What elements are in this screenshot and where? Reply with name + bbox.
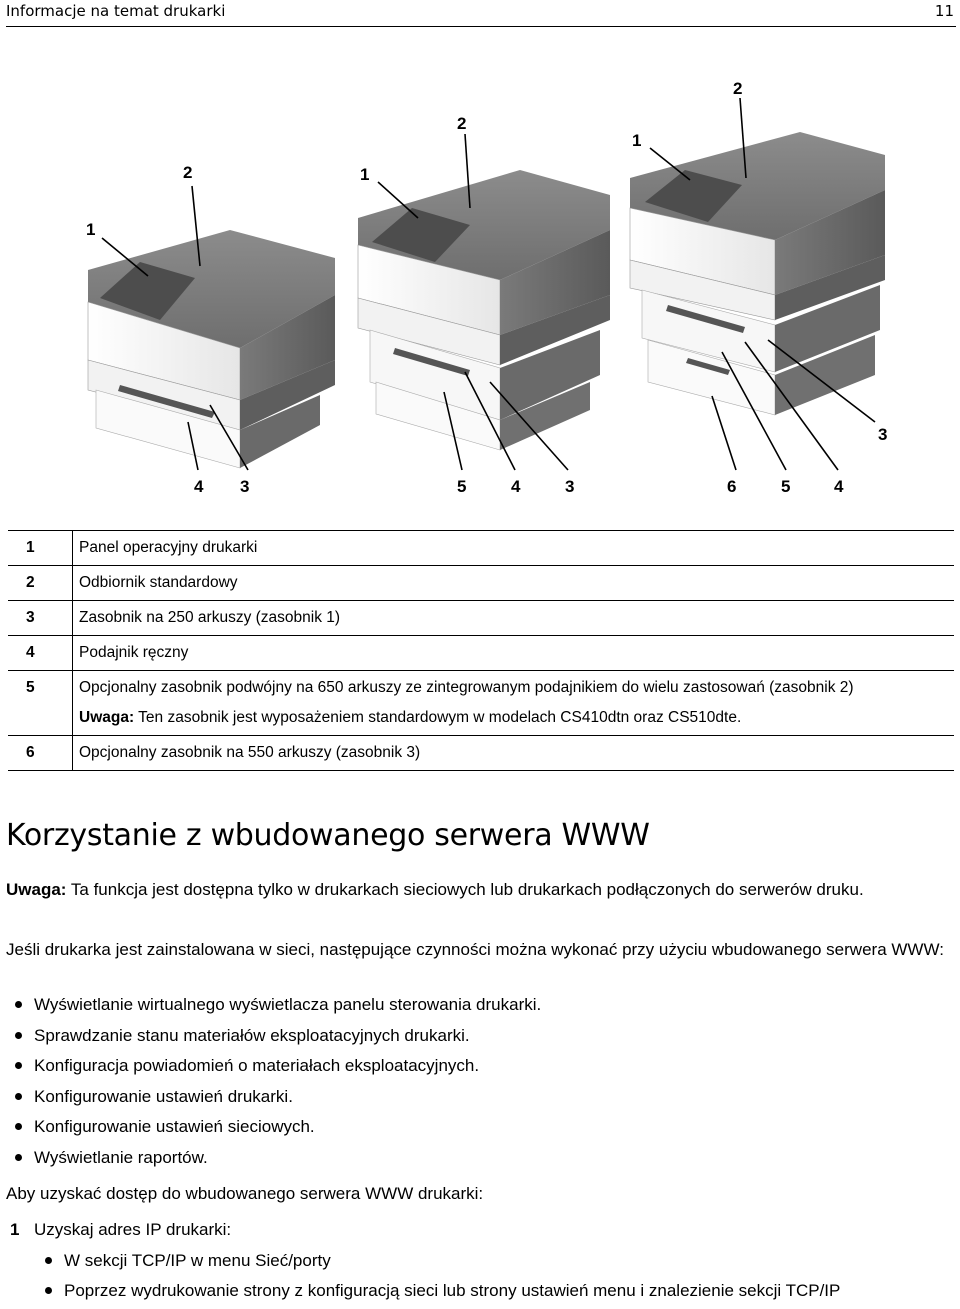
note-label: Uwaga: — [79, 709, 135, 726]
legend-text: Podajnik ręczny — [73, 636, 955, 671]
callout-printer2-5: 5 — [457, 477, 467, 496]
callout-printer3-4: 4 — [834, 477, 844, 496]
page-header — [6, 0, 956, 27]
callout-printer1-2: 2 — [183, 163, 193, 182]
bullet-icon — [45, 1287, 52, 1294]
list-item-text: Wyświetlanie wirtualnego wyświetlacza panelu sterowania drukarki. — [34, 995, 542, 1014]
legend-text: Opcjonalny zasobnik podwójny na 650 arkuszy ze zintegrowanym podajnikiem do wielu zastosowań (zasobnik 2) — [79, 679, 854, 696]
legend-cell — [73, 671, 955, 736]
parts-legend-table — [8, 530, 954, 771]
list-item — [6, 1085, 956, 1116]
bullet-icon — [15, 1001, 22, 1008]
legend-note — [79, 707, 948, 729]
list-item — [6, 1024, 956, 1055]
legend-number: 1 — [8, 531, 73, 566]
legend-text: Opcjonalny zasobnik na 550 arkuszy (zasobnik 3) — [73, 736, 955, 771]
callout-printer2-1: 1 — [360, 165, 370, 184]
bullet-icon — [45, 1257, 52, 1264]
table-row — [8, 531, 954, 566]
printer-illustration — [0, 30, 960, 510]
note-text: Ten zasobnik jest wyposażeniem standardowym w modelach CS410dtn oraz CS510dte. — [138, 709, 742, 726]
callout-printer3-3: 3 — [878, 425, 888, 444]
access-intro: Aby uzyskać dostęp do wbudowanego serwera WWW drukarki: — [6, 1184, 484, 1203]
legend-text: Zasobnik na 250 arkuszy (zasobnik 1) — [73, 601, 955, 636]
callout-printer3-2: 2 — [733, 79, 743, 98]
feature-list — [6, 993, 956, 1176]
table-row — [8, 671, 954, 736]
callout-printer3-5: 5 — [781, 477, 791, 496]
list-item — [36, 1249, 960, 1279]
printer-base-model — [88, 230, 335, 468]
callout-printer1-1: 1 — [86, 220, 96, 239]
step-text: Uzyskaj adres IP drukarki: — [34, 1220, 232, 1239]
list-item — [6, 993, 956, 1024]
legend-number: 6 — [8, 736, 73, 771]
page-number: 11 — [934, 2, 954, 20]
section-note — [6, 878, 956, 902]
legend-number: 2 — [8, 566, 73, 601]
note-label: Uwaga: — [6, 880, 67, 899]
list-item-text: Sprawdzanie stanu materiałów eksploatacyjnych drukarki. — [34, 1025, 470, 1045]
bullet-icon — [15, 1062, 22, 1069]
printer-with-650-and-550-trays — [630, 132, 885, 415]
list-item — [6, 1115, 956, 1146]
step-1-options — [36, 1249, 960, 1309]
bullet-icon — [15, 1154, 22, 1161]
step-number: 1 — [10, 1220, 20, 1239]
list-item — [6, 1146, 956, 1177]
callout-printer1-4: 4 — [194, 477, 204, 496]
list-item-text: Wyświetlanie raportów. — [34, 1147, 208, 1167]
header-title: Informacje na temat drukarki — [6, 2, 226, 20]
list-item-text: Konfigurowanie ustawień drukarki. — [34, 1086, 293, 1106]
callout-printer1-3: 3 — [240, 477, 250, 496]
callout-printer2-2: 2 — [457, 114, 467, 133]
table-row — [8, 566, 954, 601]
bullet-icon — [15, 1123, 22, 1130]
table-row — [8, 601, 954, 636]
table-row — [8, 636, 954, 671]
bullet-icon — [15, 1093, 22, 1100]
list-item-text: Konfigurowanie ustawień sieciowych. — [34, 1117, 315, 1136]
bullet-icon — [15, 1032, 22, 1039]
legend-number: 4 — [8, 636, 73, 671]
callout-printer3-1: 1 — [632, 131, 642, 150]
list-item-text: Poprzez wydrukowanie strony z konfiguracją sieci lub strony ustawień menu i znalezienie sekcji TCP/IP — [64, 1281, 841, 1300]
section-heading: Korzystanie z wbudowanego serwera WWW — [6, 818, 650, 853]
legend-text: Panel operacyjny drukarki — [73, 531, 955, 566]
list-item — [6, 1054, 956, 1085]
legend-number: 3 — [8, 601, 73, 636]
intro-paragraph: Jeśli drukarka jest zainstalowana w sieci, następujące czynności można wykonać przy użyciu wbudowanego serwera WWW: — [6, 940, 944, 959]
callout-printer2-3: 3 — [565, 477, 575, 496]
legend-number: 5 — [8, 671, 73, 736]
legend-text: Odbiornik standardowy — [73, 566, 955, 601]
callout-printer3-6: 6 — [727, 477, 737, 496]
callout-printer2-4: 4 — [511, 477, 521, 496]
table-row — [8, 736, 954, 771]
list-item-text: W sekcji TCP/IP w menu Sieć/porty — [64, 1251, 331, 1270]
list-item-text: Konfiguracja powiadomień o materiałach eksploatacyjnych. — [34, 1056, 480, 1075]
note-text: Ta funkcja jest dostępna tylko w drukarkach sieciowych lub drukarkach podłączonych do serwerów druku. — [70, 880, 864, 899]
